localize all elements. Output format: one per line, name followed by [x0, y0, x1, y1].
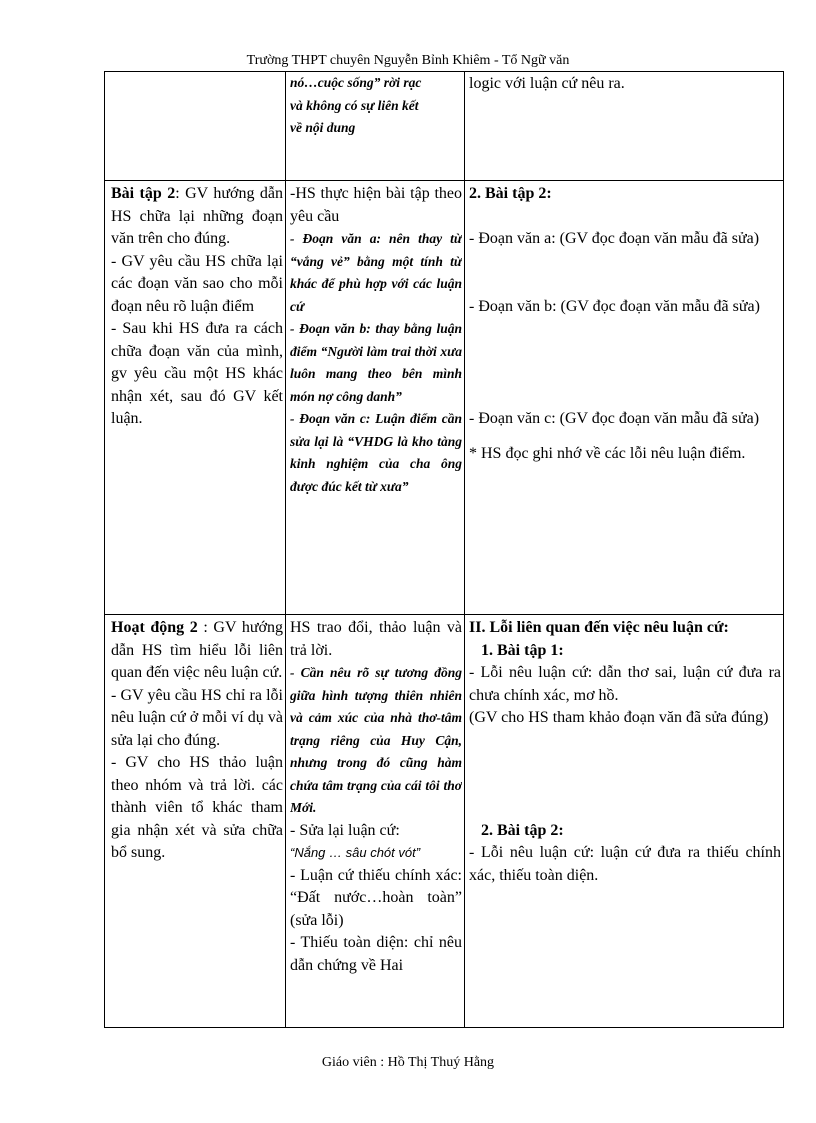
row3-content-cell [469, 617, 781, 887]
paragraph-a: - Đoạn văn a: (GV đọc đoạn văn mẫu đã sửa) [469, 230, 760, 247]
list-item: - Đoạn văn a: nên thay từ “vắng vẻ” bằng một tính từ khác để phù hợp với các luận cứ [290, 231, 462, 314]
column-divider [464, 72, 465, 1027]
row2-student-cell [290, 183, 462, 498]
row2-content-cell [469, 183, 781, 465]
page-header: Trường THPT chuyên Nguyễn Bỉnh Khiêm - Tổ Ngữ văn [246, 53, 570, 68]
exercise-heading: Bài tập 2 [111, 185, 176, 202]
section-heading: 2. Bài tập 2: [469, 185, 552, 202]
activity-heading: Hoạt động 2 [111, 619, 198, 636]
activity-paragraph [111, 617, 283, 685]
text-line: logic với luận cứ nêu ra. [469, 75, 625, 92]
paragraph: - Lỗi nêu luận cứ: dẫn thơ sai, luận cứ đưa ra chưa chính xác, mơ hồ. [469, 664, 781, 704]
list-item: - GV yêu cầu HS chỉ ra lỗi nêu luận cứ ở mỗi ví dụ và sửa lại cho đúng. [111, 686, 283, 749]
subsection-heading: 2. Bài tập 2: [481, 821, 564, 839]
text-line: và không có sự liên kết [290, 97, 419, 113]
exercise-text: : GV hướng dẫn HS chữa lại những đoạn văn trên cho đúng. [111, 185, 283, 247]
fix-label: - Sửa lại luận cứ: [290, 821, 400, 839]
paragraph-b: - Đoạn văn b: (GV đọc đoạn văn mẫu đã sửa) [469, 297, 760, 315]
list-item: - Luận cứ thiếu chính xác: “Đất nước…hoàn toàn” (sửa lỗi) [290, 866, 462, 929]
italic-answer: - Cần nêu rõ sự tương đồng giữa hình tượng thiên nhiên và cảm xúc của nhà thơ-tâm trạng riêng của Huy Cận, nhưng trong đó cũng hàm chứa tâm trạng của cái tôi thơ Mới. [290, 665, 462, 815]
section-heading: II. Lỗi liên quan đến việc nêu luận cứ: [469, 619, 729, 636]
list-item: - GV yêu cầu HS chữa lại các đoạn văn sao cho mỗi đoạn nêu rõ luận điểm [111, 252, 283, 315]
row3-teacher-cell [111, 617, 283, 865]
student-intro: -HS thực hiện bài tập theo yêu cầu [290, 185, 462, 225]
row2-teacher-cell [111, 183, 283, 431]
row-divider [105, 614, 783, 615]
page-footer: Giáo viên : Hồ Thị Thuý Hằng [321, 1055, 495, 1070]
list-item: - Đoạn văn b: thay bằng luận điểm “Người làm trai thời xưa luôn mang theo bên mình món nợ công danh” [290, 321, 462, 404]
note: * HS đọc ghi nhớ về các lỗi nêu luận điểm. [469, 444, 746, 462]
exercise-paragraph [111, 183, 283, 251]
row1-student-cell [290, 72, 462, 140]
paragraph: - Lỗi nêu luận cứ: luận cứ đưa ra thiếu chính xác, thiếu toàn diện. [469, 844, 781, 884]
list-item: - GV cho HS thảo luận theo nhóm và trả lời. các thành viên tổ khác tham gia nhận xét và sửa chữa bổ sung. [111, 754, 283, 861]
row-divider [105, 180, 783, 181]
list-item: - Sau khi HS đưa ra cách chữa đoạn văn của mình, gv yêu cầu một HS khác nhận xét, sau đó GV kết luận. [111, 320, 283, 427]
row3-student-cell [290, 617, 462, 977]
activity-text: : GV hướng dẫn HS tìm hiểu lỗi liên quan đến việc nêu luận cứ. [111, 619, 283, 681]
list-item: - Đoạn văn c: Luận điểm cần sửa lại là “VHDG là kho tàng kinh nghiệm của cha ông được đúc kết từ xưa” [290, 411, 462, 494]
quote: “Nắng … sâu chót vót” [290, 845, 421, 860]
row1-content-cell [469, 72, 781, 96]
text-line: nó…cuộc sống” rời rạc [290, 75, 422, 90]
text-line: về nội dung [290, 120, 356, 135]
list-item: - Thiếu toàn diện: chỉ nêu dẫn chứng về Hai [290, 934, 462, 974]
column-divider [285, 72, 286, 1027]
paragraph: (GV cho HS tham khảo đoạn văn đã sửa đúng) [469, 709, 769, 726]
paragraph-c: - Đoạn văn c: (GV đọc đoạn văn mẫu đã sửa) [469, 410, 760, 427]
subsection-heading: 1. Bài tập 1: [481, 641, 564, 659]
lesson-table [104, 71, 784, 1028]
student-intro: HS trao đổi, thảo luận và trả lời. [290, 619, 462, 659]
